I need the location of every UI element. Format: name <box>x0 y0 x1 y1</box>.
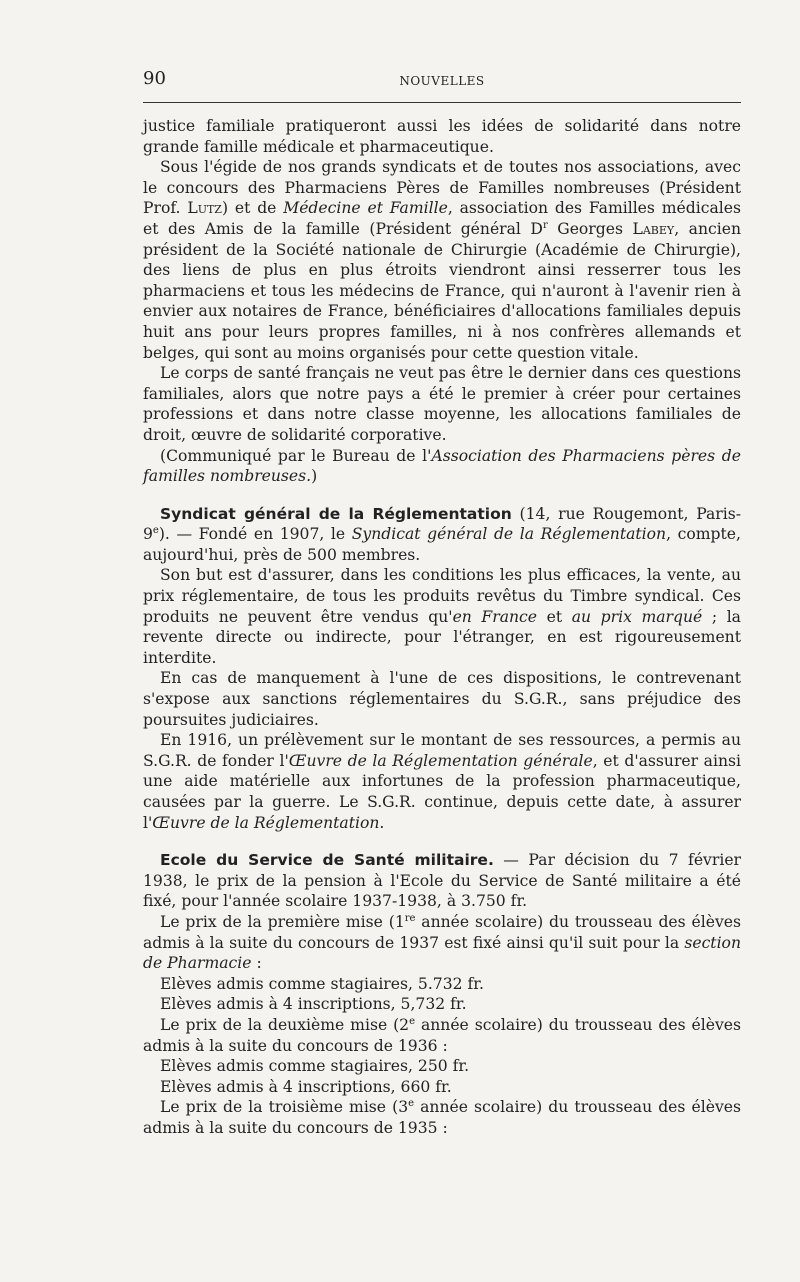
paragraph: Sous l'égide de nos grands syndicats et de toutes nos associations, avec le concours des Pharmaciens Pères de Familles nombreuses (Président Prof. Lutz) et de Médecine et Famille, association des Familles médicales et des Amis de la famille (Président général $D^r$ Georges Labey, ancien président de la Société nationale de Chirurgie (Académie de Chirurgie), des liens de plus en plus étroits viendront ainsi resserrer tous les pharmaciens et tous les médecins de France, qui n'auront à l'avenir rien à envier aux notaires de France, bénéficiaires d'allocations familiales depuis huit ans pour leurs propres familles, ni à nos confrères allemands et belges, qui sont au moins organisés pour cette question vitale. <box>143 158 741 362</box>
author-name: Labey <box>632 219 675 238</box>
list-line: Elèves admis à 4 inscriptions, 660 fr. <box>160 1077 452 1096</box>
paragraph: En 1916, un prélèvement sur le montant de ses ressources, a permis au S.G.R. de fonder l'Œuvre de la Réglementation générale, et d'assurer ainsi une aide matérielle aux infortunes de la profession pharmaceutique, causées par la guerre. Le S.G.R. continue, depuis cette date, à assurer l'Œuvre de la Réglementation. <box>143 731 741 832</box>
paragraph: justice familiale pratiqueront aussi les idées de solidarité dans notre grande famille médicale et pharmaceutique. <box>143 117 741 156</box>
page-header <box>143 68 741 103</box>
section-gap <box>143 833 741 850</box>
section-gap <box>143 487 741 504</box>
author-name: Lutz <box>187 199 222 218</box>
list-line: Elèves admis comme stagiaires, 5.732 fr. <box>160 974 484 993</box>
paragraph: En cas de manquement à l'une de ces dispositions, le contrevenant s'expose aux sanctions réglementaires du S.G.R., sans préjudice des poursuites judiciaires. <box>143 669 741 729</box>
paragraph: Le corps de santé français ne veut pas être le dernier dans ces questions familiales, alors que notre pays a été le premier à créer pour certaines professions et dans notre classe moyenne, les allocations familiales de droit, œuvre de solidarité corporative. <box>143 364 741 444</box>
list-line: Elèves admis à 4 inscriptions, 5,732 fr. <box>160 995 467 1014</box>
association-name: Médecine et Famille <box>283 199 448 218</box>
running-title: NOUVELLES <box>399 74 485 88</box>
paragraph: (Communiqué par le Bureau de l'Association des Pharmaciens pères de familles nombreuses.) <box>143 446 742 486</box>
paragraph: Le prix de la troisième mise (3e année scolaire) du trousseau des élèves admis à la suite du concours de 1935 : <box>143 1098 741 1137</box>
article-body <box>143 116 741 1139</box>
section-title: Syndicat général de la Réglementation <box>160 504 512 523</box>
paragraph: Son but est d'assurer, dans les conditions les plus efficaces, la vente, au prix réglementaire, de tous les produits revêtus du Timbre syndical. Ces produits ne peuvent être vendus qu'en France et au prix marqué ; la revente directe ou indirecte, pour l'étranger, en est rigoureusement interdite. <box>143 566 741 667</box>
paragraph: Syndicat général de la Réglementation (14, rue Rougemont, Paris-9e). — Fondé en 1907, le Syndicat général de la Réglementation, compte, aujourd'hui, près de 500 membres. <box>143 504 741 564</box>
section-title: Ecole du Service de Santé militaire. <box>160 851 494 870</box>
list-line: Elèves admis comme stagiaires, 250 fr. <box>160 1057 470 1076</box>
paragraph: Le prix de la deuxième mise (2e année scolaire) du trousseau des élèves admis à la suite du concours de 1936 : <box>143 1015 741 1055</box>
page-number: 90 <box>143 68 166 89</box>
paragraph: Ecole du Service de Santé militaire. — Par décision du 7 février 1938, le prix de la pension à l'Ecole du Service de Santé militaire a été fixé, pour l'année scolaire 1937-1938, à 3.750 fr. <box>143 851 741 911</box>
paragraph: Le prix de la première mise (1re année scolaire) du trousseau des élèves admis à la suite du concours de 1937 est fixé ainsi qu'il suit pour la section de Pharmacie : <box>143 912 741 973</box>
